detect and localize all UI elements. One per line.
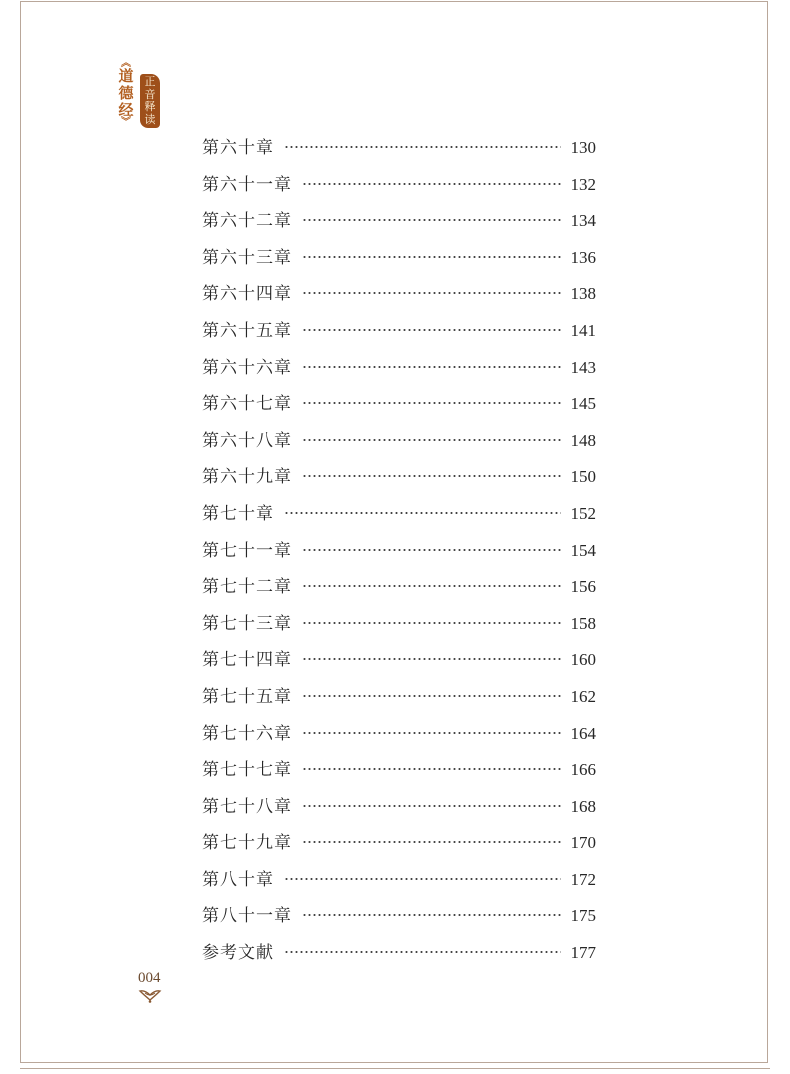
dot-leader [284, 512, 561, 514]
toc-entry-label: 第六十四章 [202, 284, 292, 305]
dot-leader [302, 402, 561, 404]
toc-entry-label: 第七十四章 [202, 650, 292, 671]
dot-leader [302, 256, 561, 258]
toc-entry-label: 第六十章 [202, 138, 274, 158]
toc-entry-label: 第七十一章 [202, 540, 292, 561]
dot-leader [302, 658, 561, 660]
toc-entry-label: 第七十五章 [202, 686, 292, 707]
toc-entry-label: 第六十五章 [202, 320, 292, 341]
toc-entry-label: 第六十一章 [202, 174, 292, 195]
bottom-rule [20, 1068, 770, 1069]
toc-entry[interactable] [202, 935, 596, 972]
toc-entry-label: 第七十章 [202, 503, 274, 524]
subtitle-char: 音 [144, 87, 156, 101]
toc-entry-page: 156 [570, 577, 596, 597]
subtitle-char: 正 [144, 75, 156, 88]
toc-entry-label: 第六十二章 [202, 211, 292, 232]
toc-entry-page: 152 [570, 503, 596, 523]
subtitle-char: 释 [144, 100, 156, 113]
toc-entry[interactable] [202, 606, 596, 643]
toc-entry-label: 第六十九章 [202, 467, 292, 488]
book-title [114, 60, 138, 127]
table-of-contents [202, 130, 596, 972]
toc-entry-page: 130 [570, 138, 596, 157]
toc-entry-label: 第八十章 [202, 869, 274, 890]
subtitle-char: 读 [144, 112, 156, 126]
dot-leader [302, 841, 561, 843]
page-number: 004 [138, 970, 161, 986]
toc-entry[interactable] [202, 203, 596, 240]
toc-entry-label: 第七十九章 [202, 833, 292, 854]
toc-entry[interactable] [202, 423, 596, 460]
toc-entry-page: 164 [570, 723, 596, 743]
toc-entry-page: 166 [570, 760, 596, 780]
toc-entry-page: 154 [570, 540, 596, 560]
dot-leader [302, 732, 561, 734]
toc-entry-page: 168 [570, 796, 596, 816]
toc-entry[interactable] [202, 276, 596, 313]
toc-entry[interactable] [202, 167, 596, 204]
dot-leader [302, 585, 561, 587]
toc-entry[interactable] [202, 716, 596, 753]
toc-entry-page: 150 [570, 467, 596, 487]
dot-leader [302, 695, 561, 697]
toc-entry-label: 第七十七章 [202, 760, 292, 781]
dot-leader [302, 475, 561, 477]
book-title-char: 德 [118, 84, 134, 102]
dot-leader [302, 219, 561, 221]
toc-entry[interactable] [202, 313, 596, 350]
toc-entry[interactable] [202, 679, 596, 716]
toc-entry[interactable] [202, 752, 596, 789]
toc-entry-label: 参考文献 [202, 943, 274, 964]
book-title-char: 道 [118, 67, 134, 85]
toc-entry[interactable] [202, 789, 596, 826]
toc-entry-page: 141 [570, 320, 596, 340]
toc-entry-page: 134 [570, 211, 596, 231]
toc-entry-page: 138 [570, 284, 596, 304]
toc-entry-label: 第六十六章 [202, 357, 292, 378]
toc-entry[interactable] [202, 898, 596, 935]
toc-entry-page: 177 [570, 943, 596, 963]
toc-entry-page: 132 [570, 174, 596, 194]
toc-entry-page: 175 [570, 906, 596, 926]
toc-entry[interactable] [202, 386, 596, 423]
book-subtitle [140, 76, 160, 126]
toc-entry-label: 第六十三章 [202, 247, 292, 268]
dot-leader [302, 366, 561, 368]
toc-entry[interactable] [202, 240, 596, 277]
toc-entry-label: 第七十六章 [202, 723, 292, 744]
toc-entry[interactable] [202, 130, 596, 167]
toc-entry[interactable] [202, 350, 596, 387]
toc-entry[interactable] [202, 642, 596, 679]
toc-entry-label: 第八十一章 [202, 906, 292, 927]
toc-entry[interactable] [202, 533, 596, 570]
dot-leader [302, 549, 561, 551]
dot-leader [302, 292, 561, 294]
dot-leader [284, 878, 561, 880]
toc-entry-page: 170 [570, 833, 596, 853]
toc-entry-label: 第七十二章 [202, 577, 292, 598]
toc-entry-label: 第六十七章 [202, 394, 292, 415]
dot-leader [284, 951, 561, 953]
toc-entry-page: 162 [570, 686, 596, 706]
toc-entry-page: 160 [570, 650, 596, 670]
bracket-close: ︾ [121, 117, 131, 128]
dot-leader [302, 439, 561, 441]
toc-entry-label: 第七十三章 [202, 613, 292, 634]
toc-entry-page: 145 [570, 394, 596, 414]
bracket-open: ︽ [121, 58, 131, 69]
toc-entry[interactable] [202, 569, 596, 606]
toc-entry-page: 143 [570, 357, 596, 377]
dot-leader [302, 622, 561, 624]
cloud-ornament-icon [138, 988, 162, 1004]
toc-entry-label: 第六十八章 [202, 430, 292, 451]
dot-leader [302, 183, 561, 185]
toc-entry[interactable] [202, 862, 596, 899]
toc-entry-page: 158 [570, 613, 596, 633]
toc-entry[interactable] [202, 496, 596, 533]
dot-leader [284, 146, 561, 148]
dot-leader [302, 768, 561, 770]
toc-entry-page: 172 [570, 869, 596, 889]
toc-entry-page: 136 [570, 247, 596, 267]
toc-entry-label: 第七十八章 [202, 796, 292, 817]
book-brand [114, 60, 174, 130]
dot-leader [302, 805, 561, 807]
toc-entry[interactable] [202, 825, 596, 862]
toc-entry[interactable] [202, 459, 596, 496]
dot-leader [302, 914, 561, 916]
book-title-char: 经 [118, 101, 134, 119]
dot-leader [302, 329, 561, 331]
toc-entry-page: 148 [570, 430, 596, 450]
